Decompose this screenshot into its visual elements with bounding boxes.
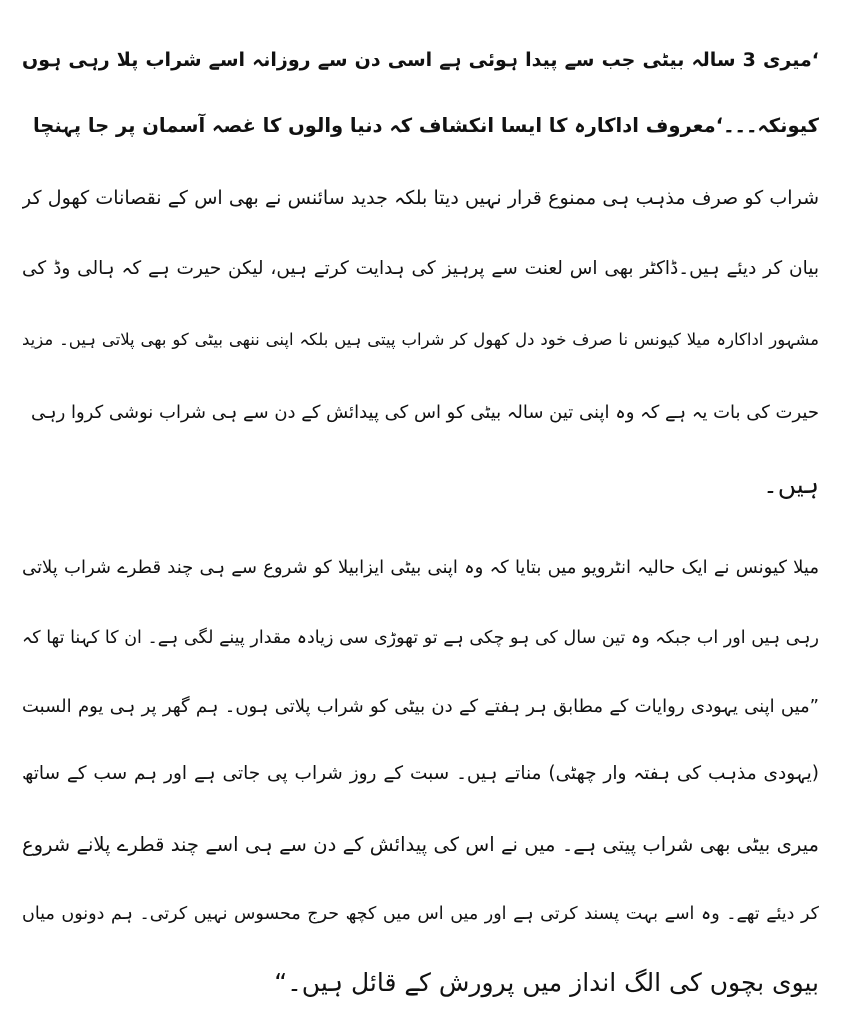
headline-line: ‘میری 3 سالہ بیٹی جب سے پیدا ہوئی ہے اسی دن سے روزانہ اسے شراب پلا رہی ہوں: [22, 49, 819, 71]
paragraph-line: بیان کر دیئے ہیں۔ڈاکٹر بھی اس لعنت سے پرہیز کی ہدایت کرتے ہیں، لیکن حیرت ہے کہ ہالی وڈ کی: [22, 258, 819, 279]
paragraph-line: (یہودی مذہب کی ہفتہ وار چھٹی) مناتے ہیں۔ سبت کے روز شراب پی جاتی ہے اور ہم سب کے ساتھ: [22, 763, 819, 784]
paragraph-line: مشہور اداکارہ میلا کیونس نا صرف خود دل کھول کر شراب پیتی ہیں بلکہ اپنی ننھی بیٹی کو بھی پلاتی ہیں۔ مزید: [22, 330, 819, 349]
paragraph-line: میلا کیونس نے ایک حالیہ انٹرویو میں بتایا کہ وہ اپنی بیٹی ایزابیلا کو شروع سے ہی چند قطرے شراب پلاتی: [22, 557, 819, 578]
paragraph-line: بیوی بچوں کی الگ انداز میں پرورش کے قائل ہیں۔“: [274, 968, 819, 997]
paragraph-line: ہیں۔: [763, 470, 819, 499]
paragraph-line: شراب کو صرف مذہب ہی ممنوع قرار نہیں دیتا بلکہ جدید سائنس نے بھی اس کے نقصانات کھول کر: [22, 187, 819, 209]
paragraph-line: کر دیئے تھے۔ وہ اسے بہت پسند کرتی ہے اور میں اس میں کچھ حرج محسوس نہیں کرتی۔ ہم دونوں میاں: [22, 904, 819, 924]
paragraph-line: حیرت کی بات یہ ہے کہ وہ اپنی تین سالہ بیٹی کو اس کی پیدائش کے دن سے ہی شراب نوشی کروا رہی: [31, 402, 819, 423]
paragraph-line: رہی ہیں اور اب جبکہ وہ تین سال کی ہو چکی ہے تو تھوڑی سی زیادہ مقدار پینے لگی ہے۔ ان کا کہنا تھا کہ: [22, 628, 819, 648]
headline-line: کیونکہ۔۔۔‘معروف اداکارہ کا ایسا انکشاف کہ دنیا والوں کا غصہ آسمان پر جا پہنچا: [32, 114, 819, 137]
paragraph-line: ”میں اپنی یہودی روایات کے مطابق ہر ہفتے کے دن بیٹی کو شراب پلاتی ہوں۔ ہم گھر پر ہی یوم السبت: [22, 696, 819, 717]
paragraph-line: میری بیٹی بھی شراب پیتی ہے۔ میں نے اس کی پیدائش کے دن سے ہی اسے چند قطرے پلانے شروع: [22, 833, 819, 856]
